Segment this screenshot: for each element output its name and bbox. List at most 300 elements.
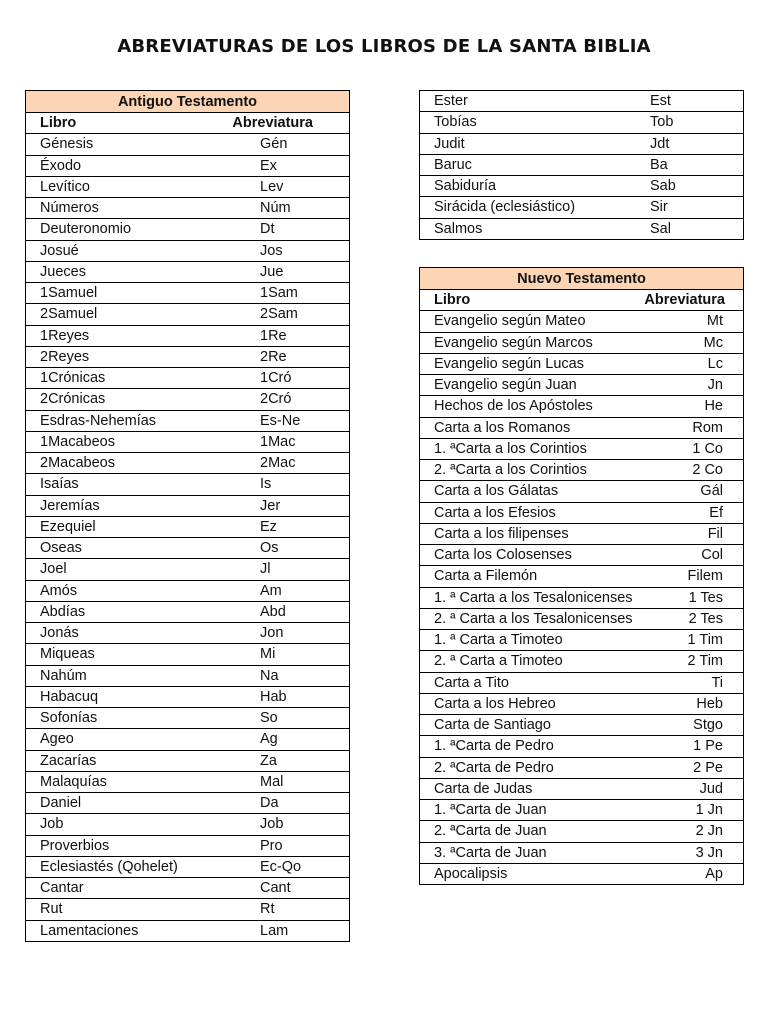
book-abbreviation: 2 Tes	[688, 610, 723, 627]
book-abbreviation: Jn	[707, 377, 723, 393]
table-cell	[26, 750, 350, 771]
book-name: 1Macabeos	[40, 433, 115, 450]
table-row	[26, 389, 350, 410]
book-abbreviation: Stgo	[693, 717, 723, 733]
book-abbreviation: Sir	[650, 199, 668, 216]
book-name: Oseas	[40, 540, 82, 557]
book-name: Sofonías	[40, 710, 98, 727]
table-cell	[26, 325, 350, 346]
table-row	[26, 559, 350, 580]
old-testament-heading: Antiguo Testamento	[26, 91, 350, 113]
table-cell	[420, 523, 744, 544]
book-abbreviation: 1Sam	[260, 285, 298, 301]
table-row	[26, 134, 350, 155]
book-abbreviation: Ex	[260, 157, 277, 174]
book-name: Baruc	[434, 156, 472, 173]
book-abbreviation: 2 Pe	[693, 759, 723, 776]
book-abbreviation: Jdt	[650, 135, 670, 152]
table-row	[26, 920, 350, 941]
table-cell	[26, 261, 350, 282]
table-cell	[26, 176, 350, 197]
table-row	[26, 623, 350, 644]
book-abbreviation: Na	[260, 667, 279, 684]
table-cell	[420, 460, 744, 481]
table-cell	[420, 417, 744, 438]
table-row	[26, 453, 350, 474]
book-abbreviation: 2Cró	[260, 391, 292, 408]
table-row	[420, 630, 744, 651]
table-row	[26, 665, 350, 686]
book-abbreviation: Cant	[260, 880, 291, 896]
table-row	[420, 545, 744, 566]
book-name: Carta a los Efesios	[434, 504, 556, 521]
table-cell	[26, 920, 350, 941]
table-row	[26, 283, 350, 304]
book-abbreviation: Abd	[260, 603, 286, 620]
table-row	[26, 495, 350, 516]
table-row	[420, 800, 744, 821]
book-name: Ester	[434, 93, 468, 110]
book-name: Proverbios	[40, 837, 110, 854]
book-name: 1Reyes	[40, 327, 90, 344]
book-name: Carta los Colosenses	[434, 547, 572, 564]
book-name: Esdras-Nehemías	[40, 412, 157, 429]
book-name: Amós	[40, 582, 78, 599]
book-abbreviation: 1 Co	[692, 440, 723, 457]
book-name: 2. ªCarta a los Corintios	[434, 462, 587, 479]
table-row	[26, 878, 350, 899]
book-abbreviation: 1Cró	[260, 370, 292, 386]
book-name: 2Crónicas	[40, 391, 106, 408]
table-row	[26, 346, 350, 367]
book-abbreviation: Am	[260, 582, 282, 599]
book-name: Nahúm	[40, 667, 87, 684]
table-cell	[26, 495, 350, 516]
table-cell	[26, 793, 350, 814]
table-row	[26, 155, 350, 176]
table-row	[26, 750, 350, 771]
book-abbreviation: Lev	[260, 178, 284, 195]
book-abbreviation: Jos	[260, 242, 283, 259]
book-abbreviation: Ap	[705, 865, 723, 882]
book-name: 3. ªCarta de Juan	[434, 844, 547, 861]
table-cell	[26, 516, 350, 537]
column-abreviatura: Abreviatura	[232, 115, 313, 132]
table-cell	[26, 686, 350, 707]
table-cell	[420, 112, 744, 133]
table-cell	[26, 453, 350, 474]
book-abbreviation: 1 Tim	[687, 632, 723, 648]
table-cell	[420, 396, 744, 417]
book-name: 1. ª Carta a Timoteo	[434, 632, 563, 649]
book-name: 2. ª Carta a los Tesalonicenses	[434, 610, 633, 627]
table-row	[26, 793, 350, 814]
table-cell	[420, 154, 744, 175]
book-abbreviation: Job	[260, 816, 284, 833]
table-row	[26, 580, 350, 601]
table-cell	[26, 283, 350, 304]
table-cell	[420, 736, 744, 757]
table-cell	[420, 651, 744, 672]
table-row	[26, 410, 350, 431]
table-row	[26, 835, 350, 856]
table-row	[420, 523, 744, 544]
book-abbreviation: Hab	[260, 688, 287, 705]
table-cell	[26, 474, 350, 495]
book-abbreviation: Gén	[260, 136, 288, 153]
table-cell	[26, 580, 350, 601]
table-cell	[420, 438, 744, 459]
book-abbreviation: Ti	[711, 674, 723, 691]
book-abbreviation: Núm	[260, 200, 291, 216]
book-name: 1Samuel	[40, 285, 98, 302]
book-abbreviation: 2Mac	[260, 455, 296, 471]
table-row	[26, 814, 350, 835]
book-name: Deuteronomio	[40, 221, 132, 238]
book-abbreviation: Is	[260, 476, 272, 493]
book-abbreviation: 2 Co	[692, 462, 723, 478]
table-cell	[26, 729, 350, 750]
table-row	[420, 481, 744, 502]
table-row	[26, 644, 350, 665]
book-name: Sabiduría	[434, 178, 497, 195]
table-cell	[26, 431, 350, 452]
table-cell	[420, 863, 744, 884]
book-name: 2Reyes	[40, 348, 90, 365]
table-cell	[420, 311, 744, 332]
book-name: Ezequiel	[40, 518, 96, 535]
table-row	[420, 375, 744, 396]
table-row	[420, 821, 744, 842]
table-cell	[26, 304, 350, 325]
book-abbreviation: 1 Tes	[688, 589, 723, 606]
table-row	[26, 240, 350, 261]
book-name: Carta a los Romanos	[434, 419, 571, 436]
table-row	[420, 651, 744, 672]
table-cell	[26, 219, 350, 240]
table-row	[26, 325, 350, 346]
book-abbreviation: Ec-Qo	[260, 858, 302, 875]
book-name: Carta a Filemón	[434, 568, 538, 585]
book-abbreviation: Ez	[260, 518, 277, 535]
book-name: Salmos	[434, 220, 483, 237]
book-name: 1. ª Carta a los Tesalonicenses	[434, 589, 633, 606]
table-cell	[420, 91, 744, 112]
book-abbreviation: Jer	[260, 497, 281, 514]
book-name: Carta a los filipenses	[434, 525, 569, 542]
table-cell	[26, 835, 350, 856]
book-abbreviation: Rt	[260, 901, 275, 918]
table-cell	[26, 644, 350, 665]
book-name: 2. ªCarta de Pedro	[434, 759, 554, 776]
table-cell	[420, 481, 744, 502]
table-cell	[26, 155, 350, 176]
book-name: 2. ªCarta de Juan	[434, 823, 547, 840]
book-name: Evangelio según Juan	[434, 377, 577, 394]
book-abbreviation: Jud	[699, 780, 723, 797]
book-abbreviation: 2Sam	[260, 306, 298, 323]
book-abbreviation: 1 Jn	[695, 802, 723, 818]
book-name: Joel	[40, 561, 67, 578]
table-row	[420, 311, 744, 332]
table-row	[420, 91, 744, 112]
book-name: Josué	[40, 242, 79, 259]
book-name: Daniel	[40, 795, 82, 812]
book-abbreviation: Za	[260, 752, 277, 769]
table-cell	[420, 545, 744, 566]
table-row	[420, 417, 744, 438]
new-testament-table	[419, 267, 744, 885]
book-name: 2Macabeos	[40, 455, 115, 472]
table-cell	[420, 218, 744, 239]
book-name: 1. ªCarta a los Corintios	[434, 440, 587, 457]
table-row	[420, 693, 744, 714]
table-row	[420, 396, 744, 417]
table-cell	[26, 346, 350, 367]
table-row	[420, 133, 744, 154]
book-abbreviation: Filem	[687, 568, 723, 585]
page-title: ABREVIATURAS DE LOS LIBROS DE LA SANTA BIBLIA	[117, 36, 651, 57]
table-cell	[420, 502, 744, 523]
book-name: 2. ª Carta a Timoteo	[434, 653, 563, 670]
book-name: Hechos de los Apóstoles	[434, 398, 593, 415]
table-row	[420, 176, 744, 197]
table-cell	[420, 715, 744, 736]
table-row	[420, 566, 744, 587]
book-abbreviation: Mal	[260, 773, 284, 790]
book-abbreviation: 2Re	[260, 348, 287, 365]
table-row	[420, 736, 744, 757]
table-row	[420, 218, 744, 239]
table-row	[26, 538, 350, 559]
table-row	[420, 112, 744, 133]
book-abbreviation: Jl	[260, 561, 271, 578]
table-row	[420, 672, 744, 693]
book-name: Jonás	[40, 625, 79, 642]
table-cell	[420, 672, 744, 693]
book-name: Evangelio según Mateo	[434, 313, 586, 330]
table-row	[420, 863, 744, 884]
book-name: Números	[40, 200, 99, 217]
book-name: Evangelio según Lucas	[434, 355, 584, 372]
table-row	[26, 261, 350, 282]
book-name: Isaías	[40, 476, 79, 493]
book-name: 2Samuel	[40, 306, 98, 323]
book-name: Miqueas	[40, 646, 95, 663]
table-cell	[420, 176, 744, 197]
table-cell	[420, 566, 744, 587]
book-abbreviation: He	[704, 398, 723, 415]
book-abbreviation: Rom	[692, 419, 723, 436]
table-cell	[420, 587, 744, 608]
table-row	[26, 729, 350, 750]
book-abbreviation: Jue	[260, 263, 284, 280]
book-name: Lamentaciones	[40, 922, 139, 939]
old-testament-column-header	[26, 113, 350, 134]
table-row	[420, 502, 744, 523]
table-cell	[26, 708, 350, 729]
book-name: Malaquías	[40, 773, 107, 790]
table-cell	[26, 601, 350, 622]
book-name: Sirácida (eclesiástico)	[434, 199, 576, 216]
book-name: 1. ªCarta de Juan	[434, 802, 547, 819]
column-abreviatura: Abreviatura	[644, 292, 725, 309]
book-abbreviation: Es-Ne	[260, 412, 301, 429]
book-abbreviation: So	[260, 710, 278, 726]
table-cell	[420, 693, 744, 714]
book-abbreviation: 3 Jn	[695, 844, 723, 861]
book-abbreviation: Fil	[707, 525, 723, 542]
table-cell	[26, 134, 350, 155]
table-row	[26, 708, 350, 729]
table-cell	[26, 623, 350, 644]
book-name: Carta a los Gálatas	[434, 483, 559, 500]
table-row	[420, 332, 744, 353]
book-name: Apocalipsis	[434, 865, 508, 882]
book-name: Evangelio según Marcos	[434, 334, 593, 351]
table-row	[26, 198, 350, 219]
book-abbreviation: Mt	[706, 313, 723, 330]
table-row	[420, 608, 744, 629]
book-abbreviation: Dt	[260, 221, 275, 238]
table-cell	[26, 899, 350, 920]
table-cell	[420, 608, 744, 629]
table-cell	[420, 197, 744, 218]
table-cell	[26, 538, 350, 559]
table-cell	[26, 240, 350, 261]
book-name: Carta a los Hebreo	[434, 695, 556, 712]
book-name: Rut	[40, 901, 63, 918]
table-cell	[420, 800, 744, 821]
book-name: Carta de Santiago	[434, 717, 551, 734]
book-name: Jueces	[40, 263, 86, 280]
table-row	[26, 516, 350, 537]
book-abbreviation: Est	[650, 93, 671, 109]
table-cell	[420, 353, 744, 374]
book-abbreviation: 1Mac	[260, 433, 296, 450]
table-cell	[420, 630, 744, 651]
book-name: Levítico	[40, 178, 90, 195]
table-row	[26, 368, 350, 389]
table-row	[26, 601, 350, 622]
table-row	[420, 587, 744, 608]
book-name: Carta a Tito	[434, 674, 509, 691]
table-cell	[420, 757, 744, 778]
table-row	[26, 771, 350, 792]
table-row	[420, 438, 744, 459]
table-cell	[420, 332, 744, 353]
table-cell	[26, 771, 350, 792]
table-row	[26, 686, 350, 707]
book-abbreviation: 2 Tim	[687, 653, 723, 670]
book-abbreviation: 1Re	[260, 327, 287, 344]
column-libro: Libro	[434, 292, 471, 309]
table-row	[420, 197, 744, 218]
table-row	[26, 176, 350, 197]
book-name: 1Crónicas	[40, 370, 106, 387]
table-row	[420, 842, 744, 863]
book-abbreviation: Mi	[260, 646, 276, 663]
table-cell	[26, 814, 350, 835]
book-abbreviation: Col	[701, 547, 723, 563]
new-testament-heading: Nuevo Testamento	[420, 268, 744, 290]
book-name: Génesis	[40, 136, 94, 153]
book-name: Judit	[434, 135, 465, 152]
book-abbreviation: Sal	[650, 220, 671, 237]
book-abbreviation: Heb	[696, 695, 723, 712]
table-cell	[26, 198, 350, 219]
table-cell	[26, 878, 350, 899]
book-abbreviation: Lc	[707, 355, 723, 372]
table-cell	[26, 410, 350, 431]
table-cell	[420, 133, 744, 154]
table-row	[26, 431, 350, 452]
table-row	[420, 757, 744, 778]
book-abbreviation: Os	[260, 540, 279, 556]
book-abbreviation: Da	[260, 795, 279, 811]
book-name: Job	[40, 816, 64, 833]
book-name: Habacuq	[40, 688, 99, 705]
book-abbreviation: Gál	[700, 483, 723, 500]
table-cell	[26, 665, 350, 686]
book-name: 1. ªCarta de Pedro	[434, 738, 554, 755]
table-cell	[420, 842, 744, 863]
book-abbreviation: Tob	[650, 114, 674, 131]
table-row	[26, 474, 350, 495]
old-testament-continued-table	[419, 90, 744, 240]
book-abbreviation: Ag	[260, 731, 278, 748]
table-row	[26, 219, 350, 240]
book-name: Cantar	[40, 880, 84, 897]
book-abbreviation: Pro	[260, 837, 283, 854]
book-name: Zacarías	[40, 752, 97, 769]
old-testament-table	[25, 90, 350, 942]
book-name: Abdías	[40, 603, 86, 620]
book-name: Ageo	[40, 731, 74, 748]
book-name: Éxodo	[40, 157, 82, 174]
book-abbreviation: 1 Pe	[693, 738, 723, 755]
book-abbreviation: Lam	[260, 922, 289, 939]
book-abbreviation: Ef	[709, 504, 723, 521]
table-cell	[26, 559, 350, 580]
book-name: Eclesiastés (Qohelet)	[40, 858, 178, 875]
table-cell	[420, 375, 744, 396]
book-abbreviation: Jon	[260, 625, 284, 641]
table-cell	[26, 856, 350, 877]
table-cell	[420, 821, 744, 842]
table-row	[420, 715, 744, 736]
book-name: Jeremías	[40, 497, 100, 514]
table-cell	[420, 778, 744, 799]
column-libro: Libro	[40, 115, 77, 132]
new-testament-column-header	[420, 290, 744, 311]
book-abbreviation: Ba	[650, 156, 668, 173]
table-row	[420, 778, 744, 799]
book-name: Tobías	[434, 114, 477, 131]
book-abbreviation: 2 Jn	[695, 823, 723, 840]
table-cell	[26, 389, 350, 410]
book-name: Carta de Judas	[434, 780, 533, 797]
table-row	[420, 353, 744, 374]
book-abbreviation: Sab	[650, 178, 676, 194]
book-abbreviation: Mc	[703, 334, 723, 351]
table-row	[26, 899, 350, 920]
table-row	[26, 856, 350, 877]
table-row	[420, 154, 744, 175]
table-cell	[26, 368, 350, 389]
table-row	[26, 304, 350, 325]
table-row	[420, 460, 744, 481]
